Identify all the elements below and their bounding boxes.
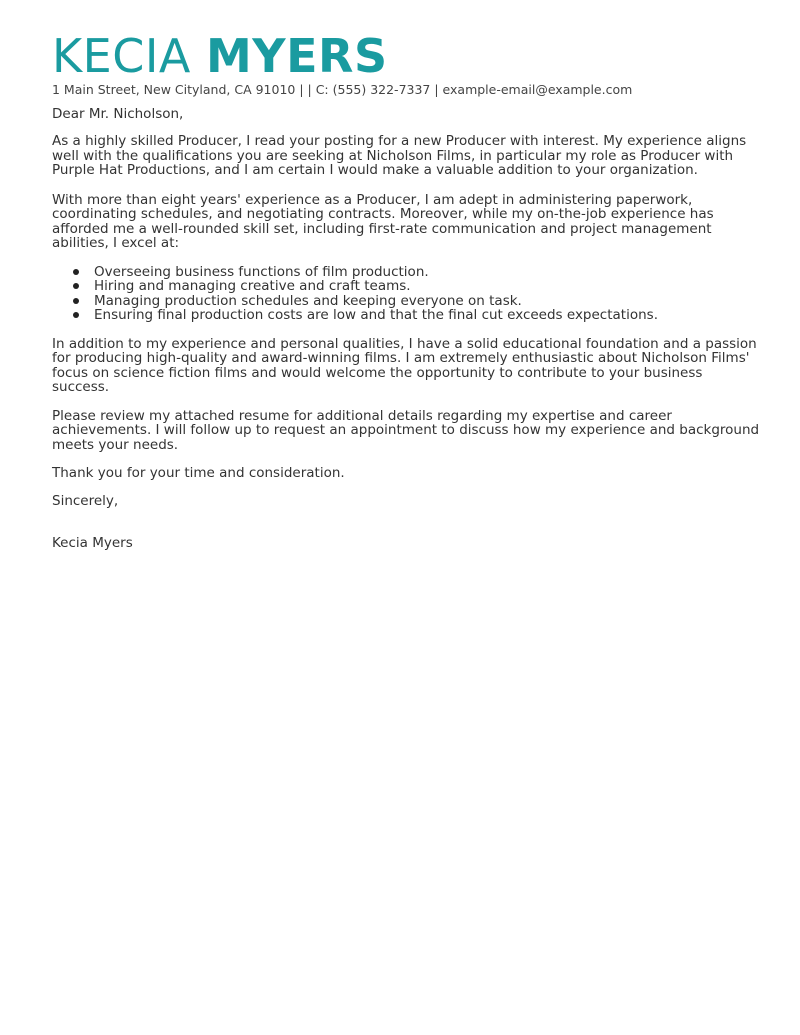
contact-info: 1 Main Street, New Cityland, CA 91010 | | C: (555) 322-7337 | example-email@example.com: [52, 82, 633, 97]
applicant-name: [52, 30, 762, 82]
last-name: MYERS: [206, 29, 388, 83]
cover-letter-page: [52, 30, 762, 551]
paragraph-intro: As a highly skilled Producer, I read your posting for a new Producer with interest. My experience aligns well with the qualifications you are seeking at Nicholson Films, in particular my role as Producer with Purple Hat Productions, and I am certain I would make a valuable addition to your organization.: [52, 133, 747, 178]
list-item: [52, 265, 762, 280]
list-item-text: Hiring and managing creative and craft teams.: [94, 278, 411, 294]
skills-list: [52, 265, 762, 323]
bullet-icon: [73, 312, 79, 318]
bullet-icon: [73, 283, 79, 289]
paragraph-experience: With more than eight years' experience as a Producer, I am adept in administering paperwork, coordinating schedules, and negotiating contracts. Moreover, while my on-the-job experience has afforded me a well-rounded skill set, including first-rate communication and project management abilities, I excel at:: [52, 191, 714, 251]
closing: Sincerely,: [52, 492, 119, 509]
paragraph-thanks: Thank you for your time and consideration.: [52, 465, 345, 481]
list-item: [52, 308, 762, 323]
bullet-icon: [73, 269, 79, 275]
list-item-text: Overseeing business functions of film production.: [94, 263, 429, 280]
signature-name: Kecia Myers: [52, 534, 133, 551]
list-item: [52, 279, 762, 294]
paragraph-resume: Please review my attached resume for additional details regarding my expertise and career achievements. I will follow up to request an appointment to discuss how my experience and background meets your needs.: [52, 407, 760, 453]
paragraph-qualities: In addition to my experience and personal qualities, I have a solid educational foundation and a passion for producing high-quality and award-winning films. I am extremely enthusiastic about Nicholson Films' focus on science fiction films and would welcome the opportunity to contribute to your business success.: [52, 335, 757, 395]
salutation: Dear Mr. Nicholson,: [52, 106, 184, 122]
list-item-text: Ensuring final production costs are low and that the final cut exceeds expectations.: [94, 307, 658, 323]
bullet-icon: [73, 298, 79, 304]
list-item-text: Managing production schedules and keeping everyone on task.: [94, 292, 522, 309]
list-item: [52, 294, 762, 309]
first-name: KECIA: [52, 29, 191, 83]
